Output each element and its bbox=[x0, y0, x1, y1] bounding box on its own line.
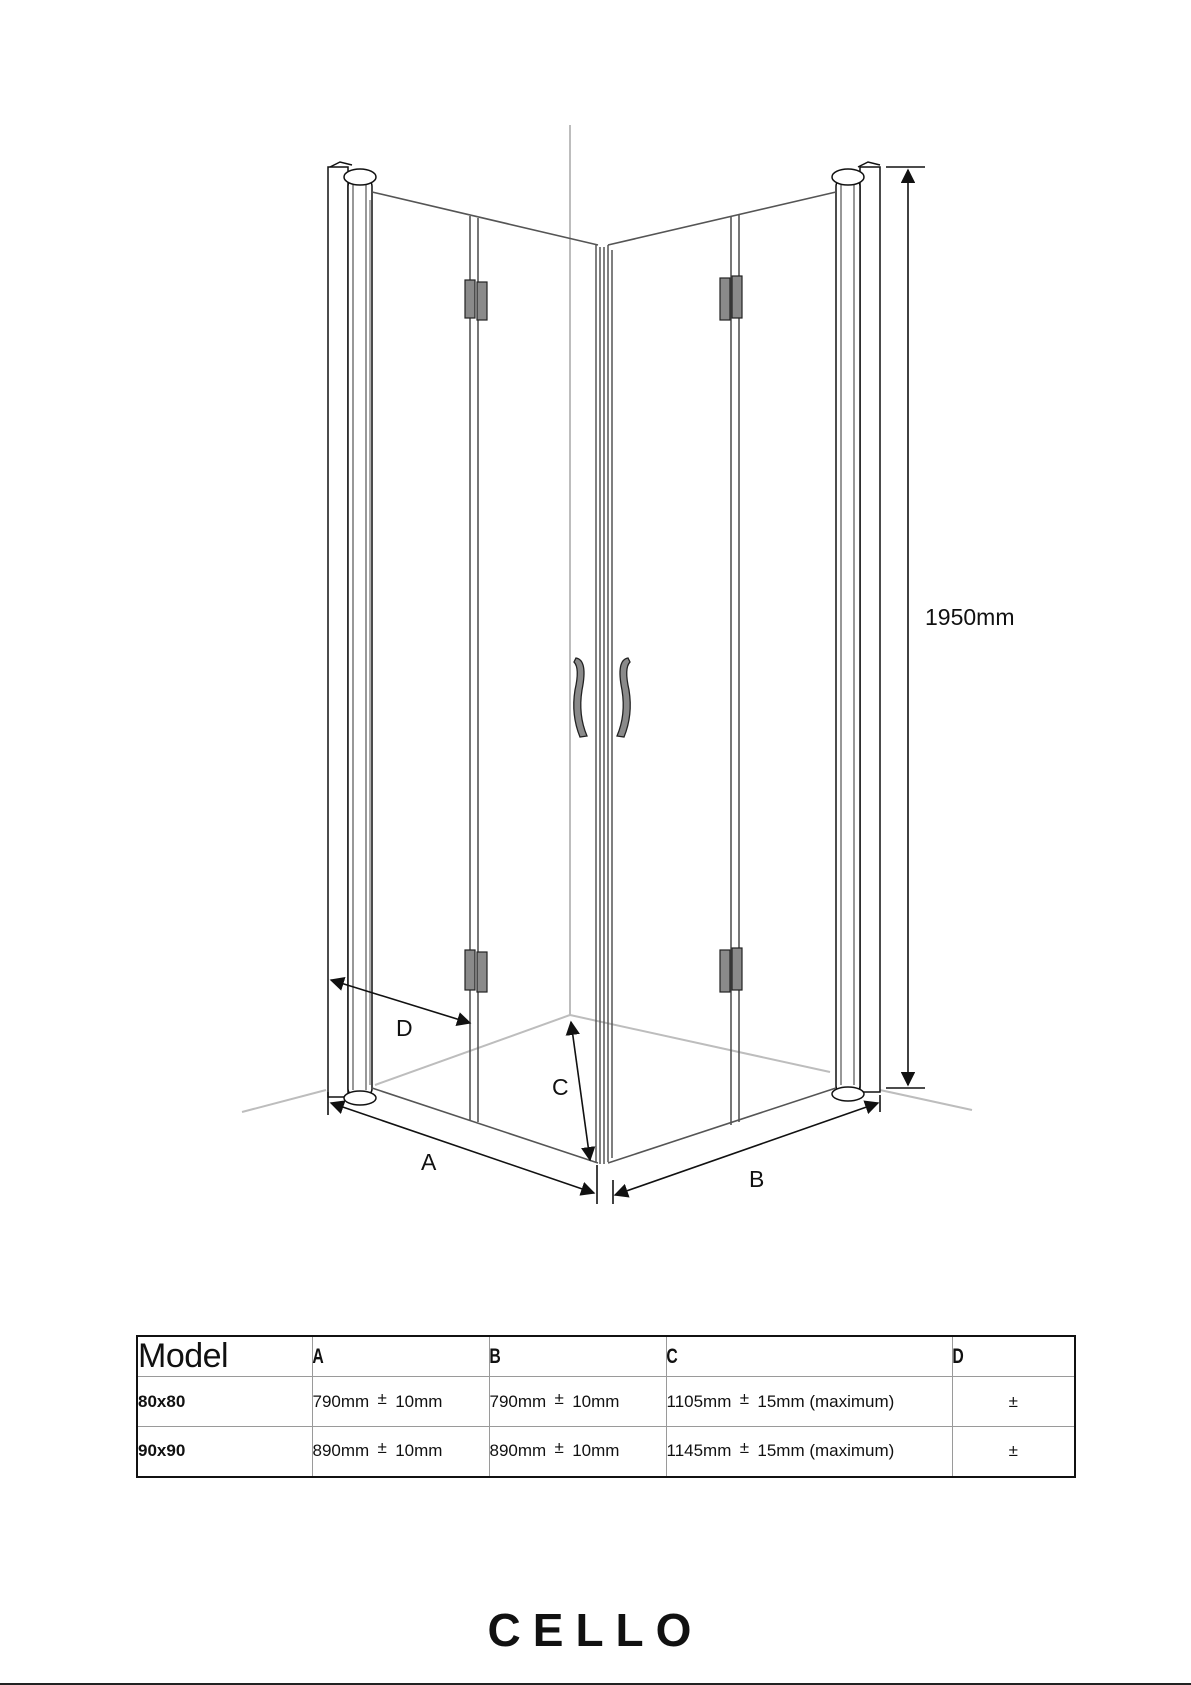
hinge-icon bbox=[477, 282, 487, 320]
dimension-a-line bbox=[328, 1092, 597, 1204]
row-model: 90x90 bbox=[137, 1427, 312, 1477]
left-wall-profile bbox=[328, 162, 376, 1105]
cell-c: 1145mm ± 15mm (maximum) bbox=[666, 1427, 952, 1477]
cell-a: 890mm ± 10mm bbox=[312, 1427, 489, 1477]
door-handle-icon bbox=[574, 658, 630, 737]
dimension-b-line bbox=[613, 1095, 880, 1204]
height-label: 1950mm bbox=[925, 604, 1015, 630]
table-row bbox=[137, 1427, 1075, 1477]
table-header-row bbox=[137, 1336, 1075, 1377]
cell-a: 790mm ± 10mm bbox=[312, 1377, 489, 1427]
dimension-b-label: B bbox=[749, 1166, 765, 1192]
hinge-icon bbox=[720, 278, 730, 320]
header-c: C bbox=[666, 1336, 881, 1377]
hinge-icon bbox=[465, 950, 475, 990]
header-model: Model bbox=[137, 1336, 312, 1377]
height-dimension-line bbox=[886, 167, 925, 1088]
table-row bbox=[137, 1377, 1075, 1427]
dimension-c-line bbox=[571, 1022, 590, 1160]
hinge-icon bbox=[720, 950, 730, 992]
cell-c: 1105mm ± 15mm (maximum) bbox=[666, 1377, 952, 1427]
row-model: 80x80 bbox=[137, 1377, 312, 1427]
hinge-icon bbox=[465, 280, 475, 318]
cell-d: ± bbox=[952, 1427, 1075, 1477]
header-d: D bbox=[952, 1336, 1044, 1377]
cell-b: 790mm ± 10mm bbox=[489, 1377, 666, 1427]
brand-logo: CELLO bbox=[487, 1604, 704, 1656]
center-corner-post bbox=[596, 245, 612, 1164]
right-wall-profile bbox=[832, 162, 880, 1101]
dimension-d-label: D bbox=[396, 1015, 413, 1041]
right-door-panel bbox=[608, 192, 836, 1163]
cell-d: ± bbox=[952, 1377, 1075, 1427]
header-b: B bbox=[489, 1336, 622, 1377]
hinge-icon bbox=[732, 276, 742, 318]
dimension-spec-table bbox=[136, 1335, 1076, 1478]
hinge-icon bbox=[477, 952, 487, 992]
dimension-c-label: C bbox=[552, 1074, 569, 1100]
cell-b: 890mm ± 10mm bbox=[489, 1427, 666, 1477]
header-a: A bbox=[312, 1336, 445, 1377]
dimension-a-label: A bbox=[421, 1149, 437, 1175]
hinge-icon bbox=[732, 948, 742, 990]
